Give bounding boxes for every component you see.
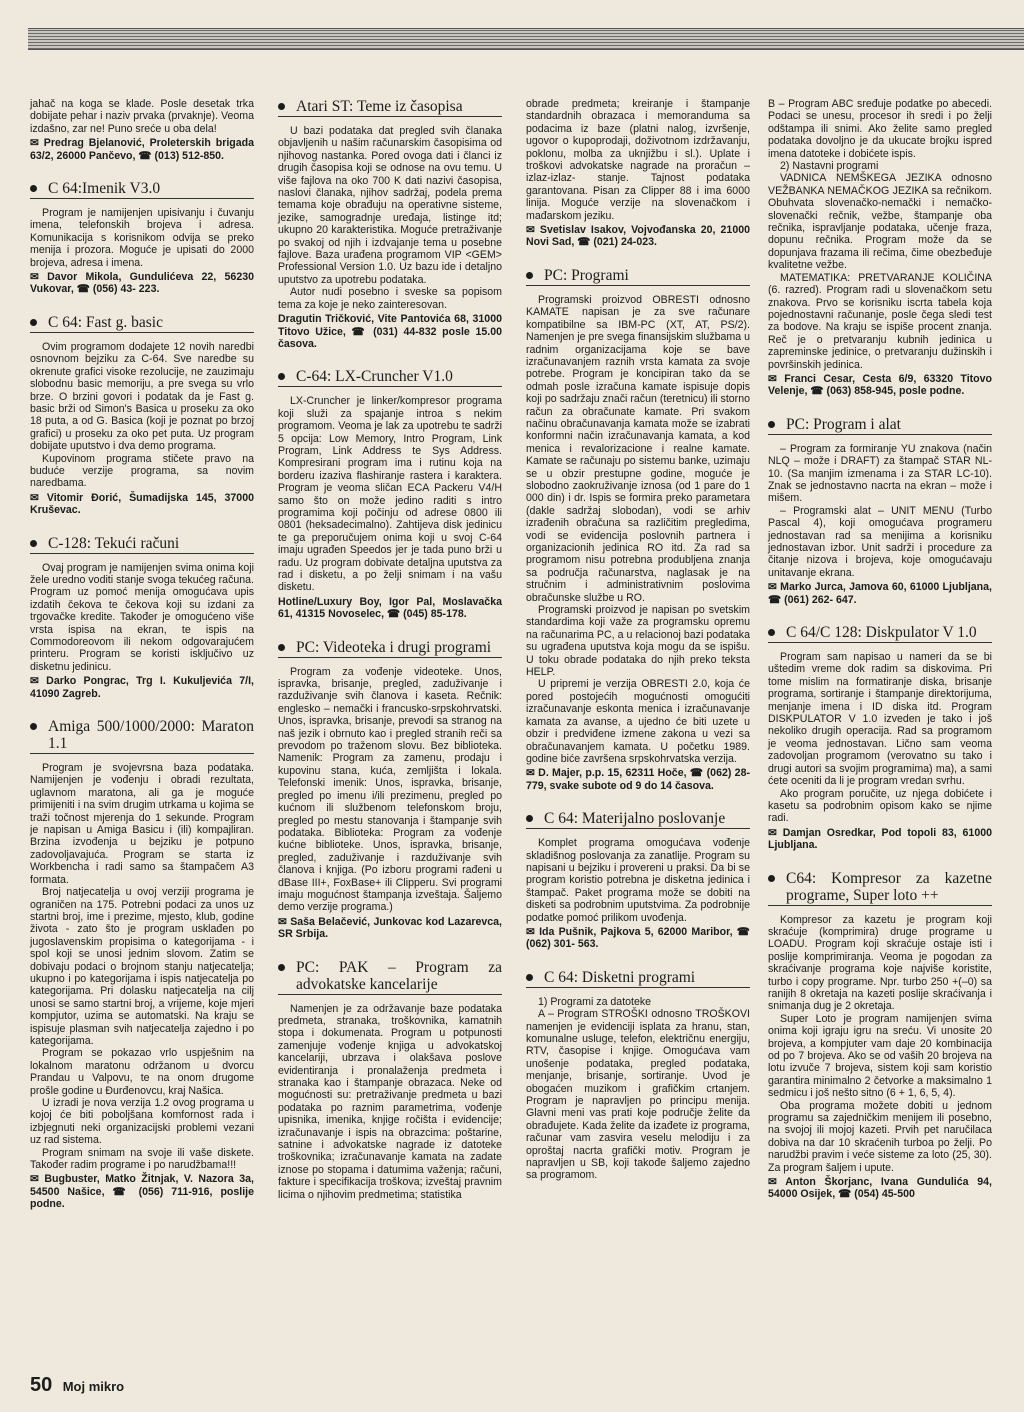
- article-paragraph: VADNICA NEMŠKEGA JEZIKA odnosno VEŽBANKA NEMAČKOG JEZIKA sa rečnikom. Obuhvata slovenačko-nemački i nemačko-slovenački rečnik, vežbe, štampanje oba rečnika, ispravljanje podataka, učenje fraza, dopunu rečnika. Program može da se dopunjava frazama ili rečima, čime obezbeđuje kvalitetne vežbe.: [768, 172, 992, 272]
- column-3: [526, 98, 750, 1182]
- article-paragraph: 2) Nastavni programi: [780, 160, 879, 173]
- article-title-text: PC: Videoteka i drugi programi: [296, 638, 492, 656]
- article-title-text: C 64: Disketni programi: [544, 968, 696, 986]
- article-paragraph: Autor nudi posebno i sveske sa popisom tema za koje je neko zainteresovan.: [278, 286, 502, 311]
- article-title-text: Atari ST: Teme iz časopisa: [296, 98, 463, 115]
- article: [526, 98, 750, 249]
- article-title-text: C-128: Tekući računi: [48, 534, 180, 552]
- article: [526, 969, 750, 1182]
- article-paragraph: U pripremi je verzija OBRESTI 2.0, koja će pored postojećih mogućnosti omogućiti izračunavanje eskonta menica i izračunavanje kamata za avanse, a ujedno će biti uzete u obzir i predviđene izmene zakona u vezi sa obračunavanjem kamata. U početku 1989. godine biće završena srpskohrvatska verzija.: [526, 678, 750, 765]
- author-signature: ✉ Damjan Osredkar, Pod topoli 83, 61000 Ljubljana.: [768, 826, 992, 852]
- bullet-icon: [526, 272, 533, 279]
- article-title: [30, 180, 254, 199]
- article-title-text: Amiga 500/1000/2000: Maraton 1.1: [48, 718, 254, 753]
- article-paragraph: Program za vođenje videoteke. Unos, ispravka, brisanje, pregled, zaduživanje i razduživanje svih članova i kaseta. Rečnik: englesko – nemački i francusko-srpskohrvatski. Unos, ispravka, brisanje, prevodi sa stranog na naš jezik i obrnuto kao i pregled stranih reči sa prevodom po traženom slovu. Bez biblioteka. Namenik: Program za zamenu, prodaju i kupovinu stana, kuća, zemljišta i lokala. Telefonski imenik: Unos, ispravka, brisanje, pregled po imenu i/ili prezimenu, pregled po kućnom ili službenom telefonskom broju, pregled po mestu stanovanja i štampanje svih podataka. Biblioteka: Program za vođenje kućne biblioteke. Unos, ispravka, brisanje, pregled, zaduživanje i razduživanje svih članova i knjiga. (Po izboru programi rađeni u dBase III+, FoxBase+ ili Clipperu. Svi programi imaju mogućnost štampanja izveštaja. Šaljemo demo verzije programa.): [278, 665, 502, 914]
- article: [30, 180, 254, 296]
- article-title: [768, 624, 992, 643]
- article-title: [30, 535, 254, 554]
- bullet-icon: [768, 629, 775, 636]
- bullet-icon: [278, 644, 285, 651]
- article-title-text: C 64/C 128: Diskpulator V 1.0: [786, 624, 977, 642]
- article: [30, 718, 254, 1211]
- author-signature: Dragutin Tričković, Vite Pantovića 68, 31000 Titovo Užice, ☎ (031) 44-832 posle 15.00 časova.: [278, 313, 502, 350]
- article-title: [768, 416, 992, 435]
- article-paragraph: 1) Programi za datoteke: [538, 995, 652, 1008]
- article-paragraph: Super Loto je program namijenjen svima onima koji igraju igru na sreću. Vi unosite 20 brojeva, a kompjuter vam daje 20 kombinacija od po 7 brojeva. Ako se od vaših 20 brojeva na lotu izvuče 7 brojeva, sistem koji sam koristio garantira minimalno 2 četvorke a maksimalno 1 sedmicu i još nešto sitno (6 + 1, 6, 5, 4).: [768, 1012, 992, 1100]
- article-paragraph: U izradi je nova verzija 1.2 ovog programa u kojoj će biti poboljšana komfornost rada i izbjegnuti neki organizacijski problemi vezani uz rad sistema.: [30, 1097, 254, 1147]
- bullet-icon: [278, 964, 285, 971]
- article-paragraph: Ako program poručite, uz njega dobićete i kasetu sa podrobnim opisom kako se njime radi.: [768, 787, 992, 825]
- article: [30, 98, 254, 162]
- article-title-text: C 64: Fast g. basic: [48, 313, 163, 331]
- author-signature: ✉ Vitomir Đorić, Šumadijska 145, 37000 Kruševac.: [30, 491, 254, 517]
- article-paragraph: Komplet programa omogućava vođenje skladišnog poslovanja za zanatlije. Program su napisani u bejziku i provereni u praksi. Da bi se program koristio potrebna je disketna jedinica i štampač. Paket programa može se dobiti na disketi sa podrobnim uputstvima. Za podrobnije podatke pomoć prilikom uvođenja.: [526, 837, 750, 924]
- article-paragraph: – Program za formiranje YU znakova (način NLQ – može i DRAFT) za štampač STAR NL-10. (Sa manjim izmenama i za STAR LC-10). Znak se jednostavno nacrta na ekran – može i mišem.: [768, 442, 992, 505]
- author-signature: ✉ Saša Belačević, Junkovac kod Lazarevca, SR Srbija.: [278, 915, 502, 941]
- author-signature: Hotline/Luxury Boy, Igor Pal, Moslavačka 61, 41315 Novoselec, ☎ (045) 85-178.: [278, 595, 502, 621]
- bullet-icon: [30, 319, 37, 326]
- article: [278, 368, 502, 620]
- bullet-icon: [526, 815, 533, 822]
- bullet-icon: [30, 185, 37, 192]
- article-paragraph: Program je svojevrsna baza podataka. Namijenjen je vođenju i obradi rezultata, uglavnom maratona, ali ga je moguće primijeniti i na svim drugim utrkama u kojima se traži točnost mjerenja do 1 sekunde. Program je napisan u Amiga Basicu i (ili) kompajliran. Brzina izvođenja u bejziku je potpuno zadovoljavajuća. Program se starta iz Workbencha i radi samo sa štampačem A3 formata.: [30, 762, 254, 886]
- article: [768, 416, 992, 606]
- article-paragraph: jahač na koga se klade. Posle desetak trka dobijate pehar i naziv prvaka (prvaknje). Veoma izdašno, zar ne! Puno sreće u oba dela!: [30, 98, 254, 135]
- bullet-icon: [526, 974, 533, 981]
- article-title: [30, 314, 254, 333]
- article: [278, 639, 502, 941]
- bullet-icon: [278, 103, 285, 110]
- article-paragraph: Program se pokazao vrlo uspješnim na lokalnom maratonu održanom u dvorcu Prandau u Valpovu, te na onom drugome prošle godine u Đurđenovcu, kraj Našica.: [30, 1047, 254, 1097]
- author-signature: ✉ D. Majer, p.p. 15, 62311 Hoče, ☎ (062) 28-779, svake subote od 9 do 14 časova.: [526, 767, 750, 792]
- article: [278, 98, 502, 350]
- article-paragraph: Ovaj program je namijenjen svima onima koji žele uredno voditi stanje svoga tekućeg računa. Program uz pomoć menija omogućava upis izdatih čekova te čekova koji su izdani za trgovačke kredite. Također je omogućeno više vrsta ispisa na ekran, te ispis na Commodoreovom ili nekom odgovarajućem printeru. Program se koristi isključivo uz disketnu jedinicu.: [30, 561, 254, 673]
- bullet-icon: [278, 373, 285, 380]
- bullet-icon: [30, 723, 37, 730]
- article-paragraph: Program sam napisao u nameri da se bi uštedim vreme dok radim sa diskovima. Pri tome mislim na formatiranje diska, brisanje programa, sortiranje i štampanje direktorijuma, menjanje imena i ID diska itd. Program DISKPULATOR V 1.0 izveden je tako i još nekoliko drugih operacija. Rad sa programom je veoma jednostavan. Ličnо sam veoma zadovoljan programom (verovatno su tako i drugi autori sa svojim programima) ma), a sami ćete oceniti da li je program vredan svrhu.: [768, 651, 992, 788]
- article-paragraph: Programski proizvod je napisan po svetskim standardima koji važe za programsku opremu na računarima PC, a u relacionoj bazi podataka su ugrađena uputstva koja mogu da se ispišu. U toku obrade podataka do njih preko teksta HELP.: [526, 604, 750, 679]
- article-title: [278, 98, 502, 117]
- article-title: [768, 870, 992, 906]
- page-footer: [30, 1374, 124, 1397]
- article-title: [278, 959, 502, 995]
- column-2: [278, 98, 502, 1201]
- header-bar: [28, 28, 1024, 50]
- author-signature: ✉ Ida Pušnik, Pajkova 5, 62000 Maribor, ☎ (062) 301- 563.: [526, 925, 750, 951]
- article-title: [526, 267, 750, 286]
- magazine-name: Moj mikro: [62, 1379, 125, 1394]
- article-title-text: C-64: LX-Cruncher V1.0: [296, 368, 453, 386]
- article: [30, 535, 254, 700]
- article-title-text: C64: Kompresor za kazetne programe, Super loto ++: [786, 869, 992, 904]
- article-paragraph: Kompresor za kazetu je program koji skraćuje (komprimira) druge programe u LOADU. Program koji skraćuje ostaje isti i poslije komprimiranja. Veoma je pogodan za skraćivanje programa koje najviše koristite, turbo i copy programe. Npr. turbo 250 +(–0) sa ranijih 8 okretaja na kazeti poslije skraćivanja i snimanja dug je 2 okretaja.: [768, 913, 992, 1013]
- article-title-text: PC: PAK – Program za advokatske kancelarije: [296, 958, 502, 993]
- article-title-text: C 64: Materijalno poslovanje: [544, 810, 726, 828]
- article-title: [526, 810, 750, 829]
- article-paragraph: Oba programa možete dobiti u jednom programu sa zajedničkim menijem ili posebno, na svojoj ili mojoj kazeti. Prvih pet naručilaca dobiva na dar 10 skraćenih turboa po želji. Po narudžbi pravim i veće sisteme za loto (25, 30). Za program šaljem i upute.: [768, 1099, 992, 1174]
- author-signature: ✉ Predrag Bjelanović, Proleterskih brigada 63/2, 26000 Pančevo, ☎ (013) 512-850.: [30, 137, 254, 162]
- article: [768, 98, 992, 398]
- author-signature: ✉ Bugbuster, Matko Žitnjak, V. Nazora 3a, 54500 Našice, ☎ (056) 711-916, poslije podne.: [30, 1173, 254, 1211]
- article-paragraph: obrade predmeta; kreiranje i štampanje standardnih obrazaca i memoranduma sa podacima iz baze (platni nalog, izvršenje, ugovor o kupoprodaji, doživotnom izdržavanju, poklonu, molba za uknjižbu i sl.). Uplate i troškovi advokatske nagrade na proračun – izlaz-izlaz- stanje. Tajnost podataka garantovana. Pisan za Clipper 88 i ima 6000 linija. Moguće verzije na slovenačkom i mađarskom jeziku.: [526, 98, 750, 222]
- article: [278, 959, 502, 1202]
- author-signature: ✉ Svetislav Isakov, Vojvođanska 20, 21000 Novi Sad, ☎ (021) 24-023.: [526, 224, 750, 249]
- article-paragraph: Program je namijenjen upisivanju i čuvanju imena, telefonskih brojeva i adresa. Komunikacija s korisnikom odvija se preko menija i prozora. Moguće je upisati do 2000 brojeva, adresa i imena.: [30, 207, 254, 269]
- author-signature: ✉ Marko Jurca, Jamova 60, 61000 Ljubljana, ☎ (061) 262- 647.: [768, 581, 992, 606]
- page-number: 50: [30, 1374, 53, 1396]
- article-paragraph: B – Program ABC sređuje podatke po abecedi. Podaci se unesu, procesor ih sredi i po želji odštampa ili snimi. Ako želite samo pregled podataka dovoljno je da ukucate brojku ispred imena datoteke i dobićete ispis.: [768, 98, 992, 160]
- author-signature: ✉ Darko Pongrac, Trg I. Kukuljevića 7/I, 41090 Zagreb.: [30, 675, 254, 700]
- author-signature: ✉ Davor Mikola, Gundulićeva 22, 56230 Vukovar, ☎ (056) 43- 223.: [30, 271, 254, 296]
- article: [526, 267, 750, 792]
- article-paragraph: Ovim programom dodajete 12 novih naredbi osnovnom bejziku za C-64. Sve naredbe su okrenute grafici visoke rezolucije, ne zauzimaju slobodnu basic memoriju, a pre svega su vrlo brze. O brzini govori i podatak da je Fast g. basic brži od Simon's Basica u proseku za oko 18 puta, a od G. Basica (koji je poznat po brzoj grafici) u proseku za oko pet puta. Uz program dobijate uputstvo i dva demo programa.: [30, 340, 254, 453]
- article: [768, 624, 992, 852]
- article-paragraph: LX-Cruncher je linker/kompresor programa koji služi za spajanje introa s nekim programom. Veoma je lak za upotrebu te sadrži 5 opcija: Low Memory, Intro Program, Link Program, Link Address te Sys Address. Kompresirani program ima i rutinu koja na borderu izaziva flashiranje rastera i karaktera. Program je veoma sličan ECA Packeru V4/H samo što on može jedino raditi s intro programima koji počinju od adrese 0800 ili 0801 (heksadecimalno). Zahtijeva disk jedinicu te ga preporučujem onima koji u svoj C-64 imaju ugrađen Speedos jer je tada puno brži u radu. Uz program dobivate detaljna uputstva za rad i disketu, a po želji snimam i na vašu disketu.: [278, 395, 502, 594]
- bullet-icon: [768, 875, 775, 882]
- article: [768, 870, 992, 1201]
- article-title-text: PC: Programi: [544, 266, 629, 284]
- article-paragraph: Programski proizvod OBRESTI odnosno KAMATE napisan je za sve računare kompatibilne sa IBM-PC (XT, AT, PS/2). Namenjen je pre svega finansijskim službama u radnim organizacijama koje se bave izračunavanjem raznih vrsta kamata za svoje potrebe. Program je koncipiran tako da se odmah posle izračuna kamate ispisuje dopis koji po sadržaju znači račun (teretnicu) ili storno račun za obračunate kamate. Pri svakom načinu obračunavanja kamata može se izabrati konformni način izračunavanja kamata, a kod menica i revalorizacione i realne kamate. Kamate se računaju po sistemu banke, uzimaju se u obzir prestupne godine, moguće je slobodno zaokruživanje iznosa (od 1 pare do 1 000 din) i dr. Ispis se formira preko parametara (dakle sadržaj slobodan), vodi se arhiv izrađenih obračuna sa različitim pregledima, vodi se evidencija poslovnih partnera i organizacionih jedinica RO itd. Za rad sa programom nisu potrebna produbljena znanja sa područja računarstva, naglasak je na stručnim i administrativnim poslovima obračunske službe u RO.: [526, 293, 750, 604]
- article-paragraph: MATEMATIKA: PRETVARANJE KOLIČINA (6. razred). Program radi u slovenačkom setu znakova. Prvo se korisniku iscrta tabela koja pojednostavni računanje, posle čega sledi test za bodove. Na kraju se ispiše procent znanja. Reč je o pretvaranju kubnih jedinica u zapreminske jedinice, o pretvaranju dužinskih i površinskih jedinica.: [768, 271, 992, 371]
- article-paragraph: U bazi podataka dat pregled svih članaka objavljenih u našim računarskim časopisima od njihovog nastanka. Pored ovoga dati i članci iz drugih časopisa koji se odnose na ovu temu. U više fajlova na oko 700 K dati nazivi časopisa, naslovi članaka, njihov sadržaj, podela prema temama koje obrađuju na operativne sisteme, jezike, samogradnje uređaja, listinge itd; ukupno 20 karakteristika. Moguće pretraživanje po svakoj od njih i izdvajanje tema u posebne fajlove. Baza urađena programom VIP <GEM> Professional Version 1.0. Uz bazu ide i detaljno uputstvo za upotrebu podataka.: [278, 125, 502, 286]
- article-paragraph: A – Program STROŠKI odnosno TROŠKOVI namenjen je evidenciji isplata za hranu, stan, komunalne usluge, telefon, električnu energiju, RTV, časopise i knjige. Omogućava vam unošenje podataka, pregled podataka, menjanje, brisanje, sortiranje. Uvod je obogaćen muzikom i grafičkim crtanjem. Program je napravljen po principu menija. Glavni meni vas prati koje područje želite da obrađujete. Kada želite da izađete iz programa, računar vam zasvira veselu melodiju i za oproštaj nacrta grafički motiv. Program je napravljen u SB, koji takođe šaljemo zajedno sa programom.: [526, 1008, 750, 1182]
- article-paragraph: Kupovinom programa stičete pravo na buduće verzije programa, sa novim naredbama.: [30, 452, 254, 490]
- article: [526, 810, 750, 951]
- author-signature: ✉ Anton Škorjanc, Ivana Gundulića 94, 54000 Osijek, ☎ (054) 45-500: [768, 1176, 992, 1201]
- article-paragraph: Program snimam na svoje ili vaše diskete. Također radim programe i po narudžbama!!!: [30, 1146, 254, 1172]
- article-paragraph: Namenjen je za održavanje baze podataka predmeta, stranaka, troškovnika, kamatnih stopa i dokumenata. Program u potpunosti zamenjuje vođenje knjiga u advokatskoj kancelariji, ubrzava i olakšava poslove evidentiranja i pronalaženja predmeta i stranaka kao i štampanje obrazaca. Neke od mogućnosti su: pretraživanje predmeta u bazi podataka po raznim parametrima, vođenje upisnika, imenika, knjige ročišta i evidencije; izračunavanje i ispis na obrazcima: poštarine, satnine i advokatske nagrade iz datoteke troškovnika; izračunavanje kamata na zadate iznose po stopama i datumima važenja; računi, fakture i specifikacija troškova; izveštaj pravnim licima o njihovim predmetima; statistika: [278, 1002, 502, 1201]
- article-paragraph: Broj natjecatelja u ovoj verziji programa je ograničen na 175. Potrebni podaci za unos uz startni broj, ime i prezime, mjesto, klub, godine života - zato što je program usklađen po jugoslavenskim propisima o kategorijama - i spol koji se unosi jednim slovom. Zatim se dobivaju podaci o brojnom stanju natjecatelja; ukupno i po kategorijama i ispis natjecatelja po kategorijama. Pri dolasku natjecatelja na cilj unosi se samo startni broj, a vrijeme, koje mjeri kompjutor, uzima se automatski. Na kraju se ispisuje plasman svih natjecatelja zajedno i po kategorijama.: [30, 886, 254, 1047]
- article-paragraph: – Programski alat – UNIT MENU (Turbo Pascal 4), koji omogućava programeru jednostavan rad sa menijima a korisniku jednostavan izbor. Unit sadrži i procedure za čitanje nizova i brojeva, koje omogućavaju unitavanje ekrana.: [768, 504, 992, 579]
- article-title-text: C 64:Imenik V3.0: [48, 180, 161, 198]
- article-title: [30, 718, 254, 754]
- article: [30, 314, 254, 517]
- bullet-icon: [768, 421, 775, 428]
- article-title-text: PC: Program i alat: [786, 415, 901, 433]
- bullet-icon: [30, 540, 37, 547]
- author-signature: ✉ Franci Cesar, Cesta 6/9, 63320 Titovo Velenje, ☎ (063) 858-945, posle podne.: [768, 372, 992, 398]
- article-title: [278, 639, 502, 658]
- column-1: [30, 98, 254, 1211]
- article-title: [278, 368, 502, 387]
- column-4: [768, 98, 992, 1201]
- article-title: [526, 969, 750, 988]
